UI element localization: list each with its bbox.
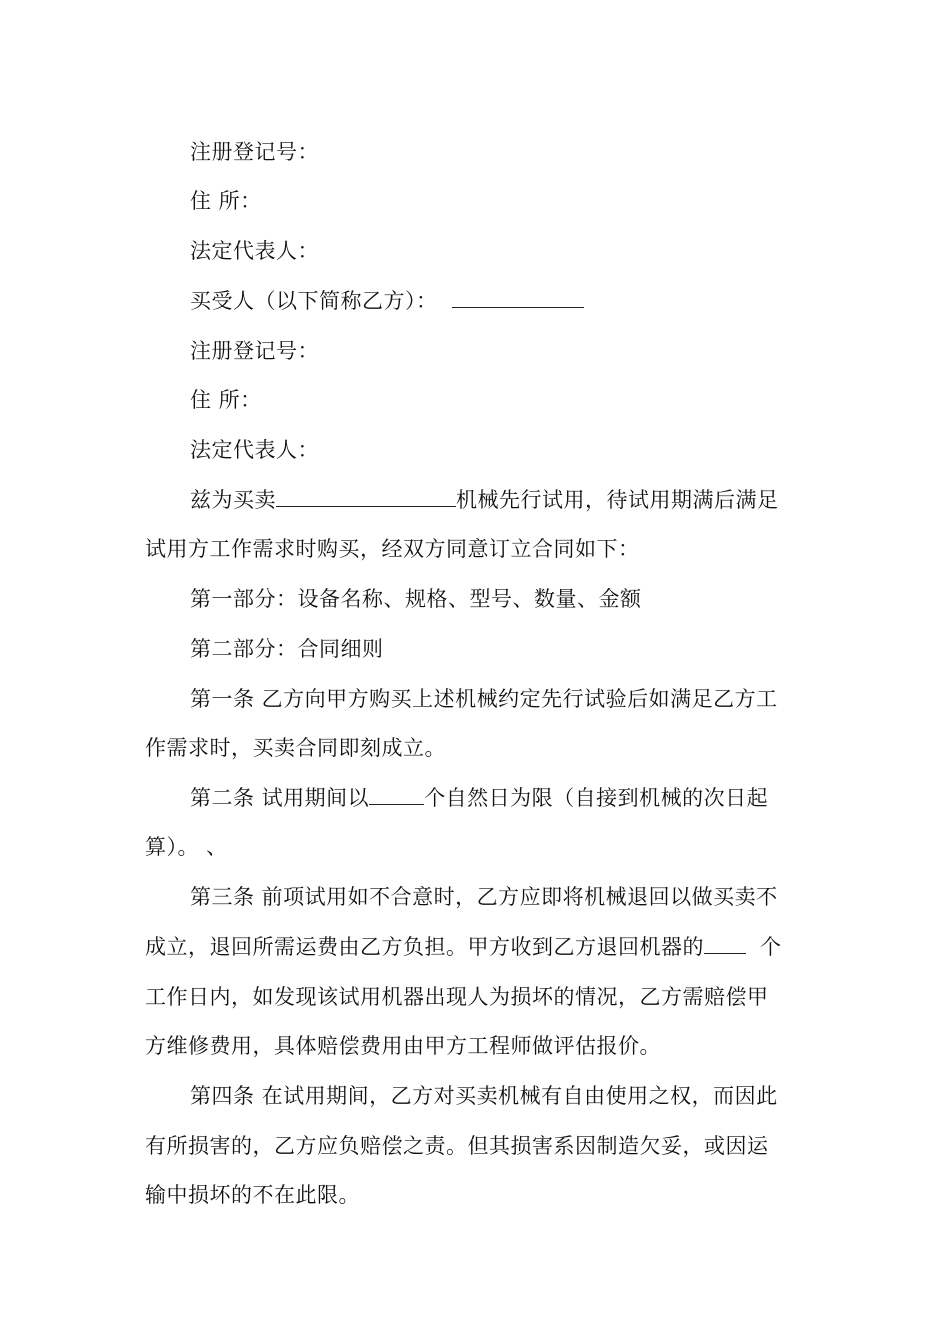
buyer-legal-rep-label: 法定代表人： bbox=[190, 438, 319, 462]
trial-days-blank bbox=[369, 784, 424, 805]
part-two-heading: 第二部分：合同细则 bbox=[190, 637, 384, 661]
buyer-registration-label: 注册登记号： bbox=[190, 339, 319, 363]
article-4-line-1: 第四条 在试用期间，乙方对买卖机械有自由使用之权，而因此 bbox=[190, 1084, 778, 1108]
article-3-line-2: 成立，退回所需运费由乙方负担。甲方收到乙方退回机器的 个 bbox=[145, 935, 782, 959]
buyer-address-label: 住 所： bbox=[190, 388, 262, 412]
article-2-line-1: 第二条 试用期间以 个自然日为限（自接到机械的次日起 bbox=[190, 786, 769, 810]
article-4-line-2: 有所损害的，乙方应负赔偿之责。但其损害系因制造欠妥，或因运 bbox=[145, 1134, 769, 1158]
seller-registration-label: 注册登记号： bbox=[190, 140, 319, 164]
article-2-line-2: 算）。 、 bbox=[145, 835, 228, 859]
article-3-line-3: 工作日内，如发现该试用机器出现人为损坏的情况，乙方需赔偿甲 bbox=[145, 985, 769, 1009]
article-4-line-3: 输中损坏的不在此限。 bbox=[145, 1183, 360, 1207]
article-3-line-4: 方维修费用，具体赔偿费用由甲方工程师做评估报价。 bbox=[145, 1034, 661, 1058]
part-one-heading: 第一部分：设备名称、规格、型号、数量、金额 bbox=[190, 587, 642, 611]
seller-legal-rep-label: 法定代表人： bbox=[190, 239, 319, 263]
article-1-line-2: 作需求时，买卖合同即刻成立。 bbox=[145, 736, 446, 760]
article-3-line-1: 第三条 前项试用如不合意时，乙方应即将机械退回以做买卖不 bbox=[190, 885, 778, 909]
preamble-line-2: 试用方工作需求时购买，经双方同意订立合同如下： bbox=[145, 537, 640, 561]
article-1-line-1: 第一条 乙方向甲方购买上述机械约定先行试验后如满足乙方工 bbox=[190, 687, 778, 711]
seller-address-label: 住 所： bbox=[190, 189, 262, 213]
machine-name-blank bbox=[276, 486, 456, 507]
buyer-line: 买受人（以下简称乙方）： bbox=[190, 287, 810, 315]
preamble-line-1: 兹为买卖 机械先行试用，待试用期满后满足 bbox=[190, 488, 779, 512]
workdays-blank bbox=[704, 933, 746, 954]
buyer-name-blank bbox=[452, 287, 584, 308]
